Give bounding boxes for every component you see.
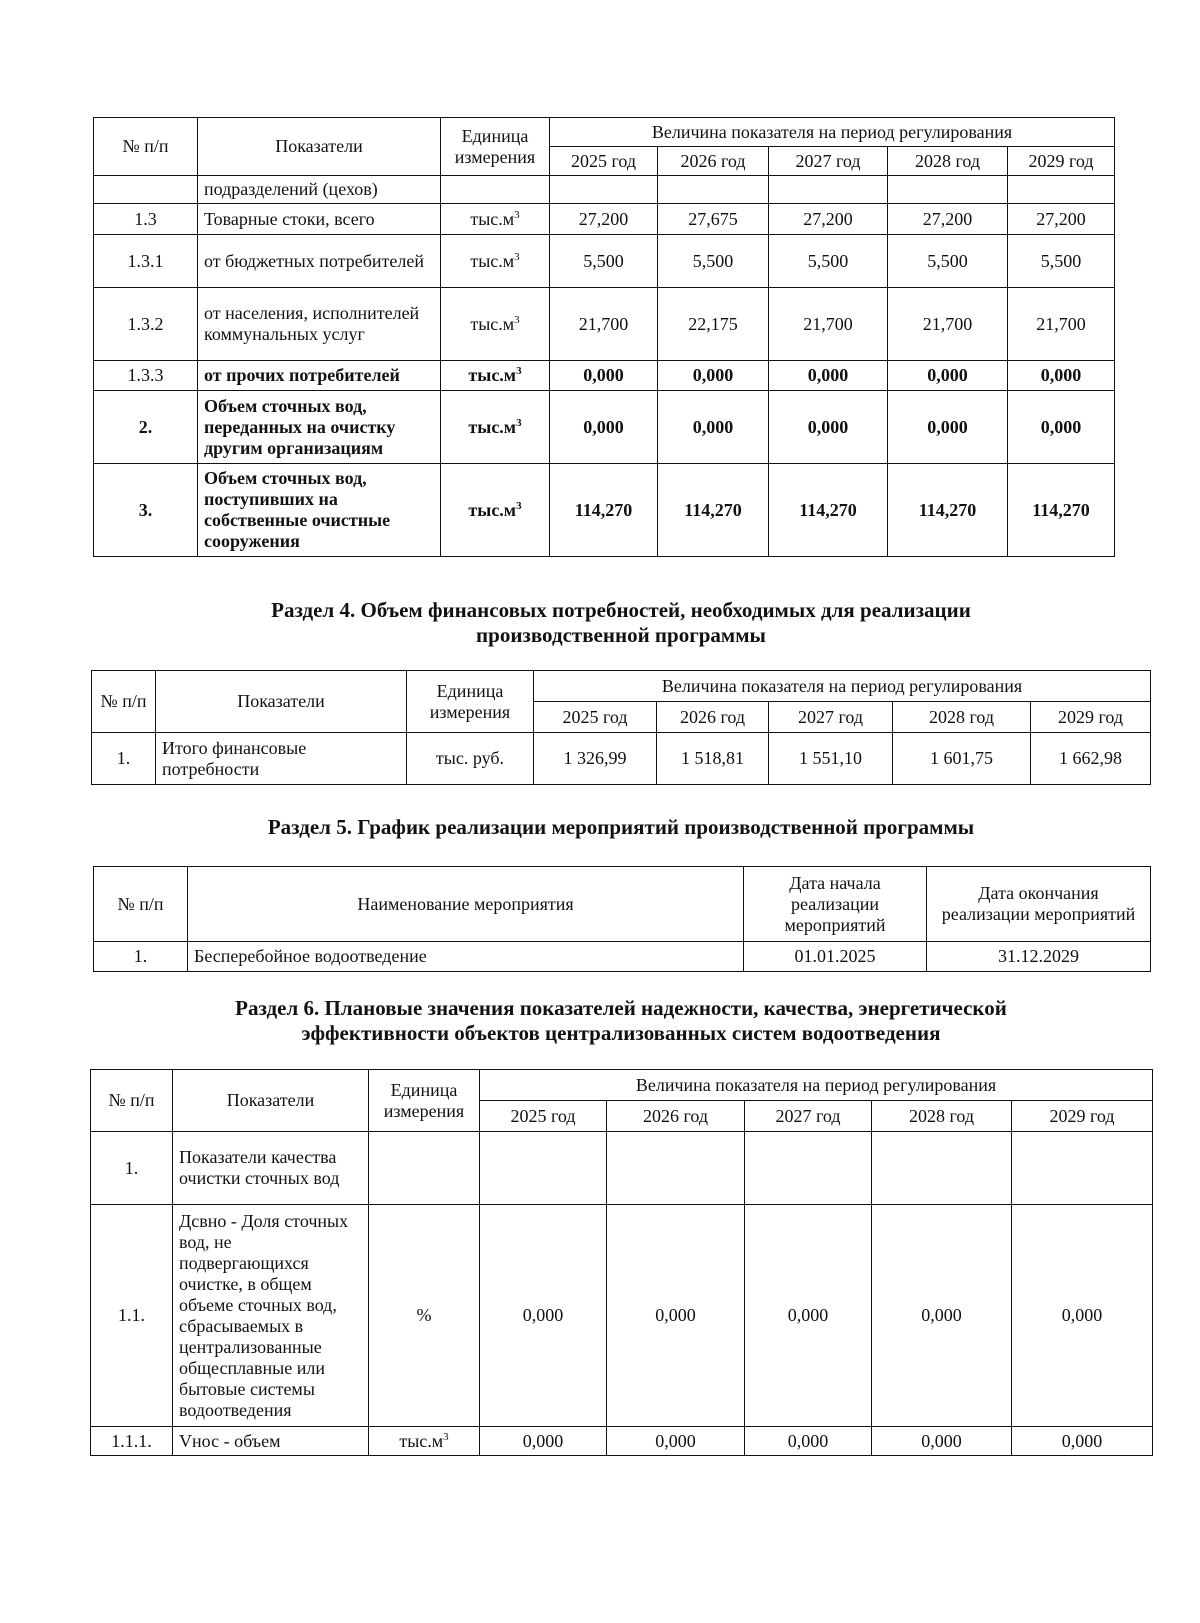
table-sewage-volumes: [93, 117, 1115, 557]
col-header-name: Наименование мероприятия: [188, 867, 744, 942]
row-indicator: от прочих потребителей: [198, 361, 441, 391]
row-unit: [441, 176, 550, 204]
row-unit: $тыс.м^3$: [441, 361, 550, 391]
col-header-year: 2028 год: [872, 1101, 1012, 1132]
row-value: 0,000: [607, 1427, 745, 1456]
row-indicator: от бюджетных потребителей: [198, 235, 441, 288]
row-value: [658, 176, 769, 204]
row-value: 5,500: [769, 235, 888, 288]
row-unit: тыс. руб.: [407, 733, 534, 785]
col-header-start: Дата начала реализации мероприятий: [744, 867, 927, 942]
row-value: 0,000: [480, 1205, 607, 1427]
col-header-year: 2027 год: [769, 147, 888, 176]
row-value: 27,200: [888, 204, 1008, 235]
col-header-year: 2026 год: [658, 147, 769, 176]
row-value: 21,700: [769, 288, 888, 361]
row-indicator: от населения, исполнителей коммунальных услуг: [198, 288, 441, 361]
row-num: 1.: [94, 942, 188, 972]
row-num: 1.3.3: [94, 361, 198, 391]
row-value: [888, 176, 1008, 204]
row-value: 0,000: [607, 1205, 745, 1427]
row-num: 1.3.2: [94, 288, 198, 361]
row-num: 3.: [94, 464, 198, 557]
row-value: 1 326,99: [534, 733, 657, 785]
table-row: [92, 733, 1151, 785]
row-name: Бесперебойное водоотведение: [188, 942, 744, 972]
col-header-indicator: Показатели: [173, 1070, 369, 1132]
row-value: 114,270: [769, 464, 888, 557]
row-unit: $тыс.м^3$: [441, 391, 550, 464]
row-value: 0,000: [872, 1205, 1012, 1427]
row-num: [94, 176, 198, 204]
row-value: [1012, 1132, 1153, 1205]
row-value: 5,500: [550, 235, 658, 288]
row-value: 0,000: [1008, 391, 1115, 464]
row-num: 1.3.1: [94, 235, 198, 288]
table-row: [94, 391, 1115, 464]
col-header-num: № п/п: [92, 671, 156, 733]
row-unit: $тыс.м^3$: [441, 235, 550, 288]
col-header-num: № п/п: [94, 867, 188, 942]
row-indicator: Показатели качества очистки сточных вод: [173, 1132, 369, 1205]
row-value: 0,000: [658, 361, 769, 391]
section-6-title: Раздел 6. Плановые значения показателей надежности, качества, энергетической эффективности объектов централизованных систем водоотведения: [235, 996, 1007, 1045]
row-unit: $тыс.м^3$: [441, 204, 550, 235]
row-num: 2.: [94, 391, 198, 464]
row-value: 5,500: [658, 235, 769, 288]
row-value: 1 662,98: [1031, 733, 1151, 785]
row-value: 0,000: [888, 361, 1008, 391]
row-indicator: Итого финансовые потребности: [156, 733, 407, 785]
col-header-unit: Единица измерения: [369, 1070, 480, 1132]
row-value: [550, 176, 658, 204]
row-num: 1.1.1.: [91, 1427, 173, 1456]
row-indicator: Объем сточных вод, переданных на очистку другим организациям: [198, 391, 441, 464]
row-value: 21,700: [550, 288, 658, 361]
row-indicator: подразделений (цехов): [198, 176, 441, 204]
row-value: 0,000: [480, 1427, 607, 1456]
row-value: 114,270: [550, 464, 658, 557]
col-header-year: 2026 год: [607, 1101, 745, 1132]
table-reliability-indicators: [90, 1069, 1153, 1456]
row-value: [769, 176, 888, 204]
row-value: 0,000: [1012, 1427, 1153, 1456]
col-header-indicator: Показатели: [156, 671, 407, 733]
table-row: [91, 1427, 1153, 1456]
row-value: 1 551,10: [769, 733, 893, 785]
col-header-year: 2026 год: [657, 702, 769, 733]
col-header-year: 2025 год: [480, 1101, 607, 1132]
row-value: 0,000: [550, 391, 658, 464]
row-indicator: Дсвно - Доля сточных вод, не подвергающихся очистке, в общем объеме сточных вод, сбрасываемых в централизованные общесплавные или бытовые системы водоотведения: [173, 1205, 369, 1427]
table-financial-needs: [91, 670, 1151, 785]
row-value: 0,000: [872, 1427, 1012, 1456]
col-header-num: № п/п: [91, 1070, 173, 1132]
col-header-year: 2025 год: [534, 702, 657, 733]
row-value: 0,000: [1012, 1205, 1153, 1427]
col-header-period: Величина показателя на период регулирования: [534, 671, 1151, 702]
col-header-year: 2028 год: [888, 147, 1008, 176]
row-value: 27,200: [550, 204, 658, 235]
row-value: 1 601,75: [893, 733, 1031, 785]
row-start: 01.01.2025: [744, 942, 927, 972]
row-value: 0,000: [888, 391, 1008, 464]
section-4-title: Раздел 4. Объем финансовых потребностей, необходимых для реализации производственной программы: [271, 598, 971, 647]
row-value: 114,270: [888, 464, 1008, 557]
row-value: [480, 1132, 607, 1205]
col-header-year: 2028 год: [893, 702, 1031, 733]
col-header-year: 2029 год: [1031, 702, 1151, 733]
table-row: [94, 288, 1115, 361]
col-header-num: № п/п: [94, 118, 198, 176]
table-row: [91, 1205, 1153, 1427]
row-value: 114,270: [658, 464, 769, 557]
col-header-unit: Единица измерения: [441, 118, 550, 176]
row-value: 5,500: [888, 235, 1008, 288]
row-num: 1.: [91, 1132, 173, 1205]
row-num: 1.3: [94, 204, 198, 235]
row-indicator: Объем сточных вод, поступивших на собственные очистные сооружения: [198, 464, 441, 557]
col-header-period: Величина показателя на период регулирования: [550, 118, 1115, 147]
row-value: 27,675: [658, 204, 769, 235]
row-num: 1.: [92, 733, 156, 785]
col-header-end: Дата окончания реализации мероприятий: [927, 867, 1151, 942]
row-value: [745, 1132, 872, 1205]
col-header-unit: Единица измерения: [407, 671, 534, 733]
table-schedule: [93, 866, 1151, 972]
col-header-period: Величина показателя на период регулирования: [480, 1070, 1153, 1101]
row-unit: $тыс.м^3$: [441, 288, 550, 361]
row-value: 5,500: [1008, 235, 1115, 288]
col-header-year: 2027 год: [769, 702, 893, 733]
row-unit: $тыс.м^3$: [441, 464, 550, 557]
table-row: [94, 464, 1115, 557]
row-num: 1.1.: [91, 1205, 173, 1427]
col-header-year: 2029 год: [1008, 147, 1115, 176]
row-indicator: Vнос - объем: [173, 1427, 369, 1456]
row-value: 0,000: [658, 391, 769, 464]
row-value: 0,000: [769, 391, 888, 464]
row-value: 21,700: [1008, 288, 1115, 361]
row-value: 1 518,81: [657, 733, 769, 785]
row-unit: [369, 1132, 480, 1205]
row-indicator: Товарные стоки, всего: [198, 204, 441, 235]
row-value: 0,000: [550, 361, 658, 391]
row-value: [872, 1132, 1012, 1205]
table-row: [94, 176, 1115, 204]
row-value: 27,200: [769, 204, 888, 235]
row-value: 0,000: [745, 1205, 872, 1427]
table-row: [94, 235, 1115, 288]
row-value: 114,270: [1008, 464, 1115, 557]
table-row: [94, 942, 1151, 972]
row-unit: %: [369, 1205, 480, 1427]
section-5-title: Раздел 5. График реализации мероприятий производственной программы: [267, 815, 975, 839]
row-value: 21,700: [888, 288, 1008, 361]
row-value: 0,000: [769, 361, 888, 391]
row-value: 0,000: [1008, 361, 1115, 391]
col-header-year: 2027 год: [745, 1101, 872, 1132]
row-value: 0,000: [745, 1427, 872, 1456]
row-unit: $тыс.м^3$: [369, 1427, 480, 1456]
row-value: 22,175: [658, 288, 769, 361]
table-row: [94, 361, 1115, 391]
row-value: [1008, 176, 1115, 204]
table-row: [91, 1132, 1153, 1205]
row-end: 31.12.2029: [927, 942, 1151, 972]
row-value: 27,200: [1008, 204, 1115, 235]
col-header-indicator: Показатели: [198, 118, 441, 176]
col-header-year: 2025 год: [550, 147, 658, 176]
row-value: [607, 1132, 745, 1205]
col-header-year: 2029 год: [1012, 1101, 1153, 1132]
table-row: [94, 204, 1115, 235]
